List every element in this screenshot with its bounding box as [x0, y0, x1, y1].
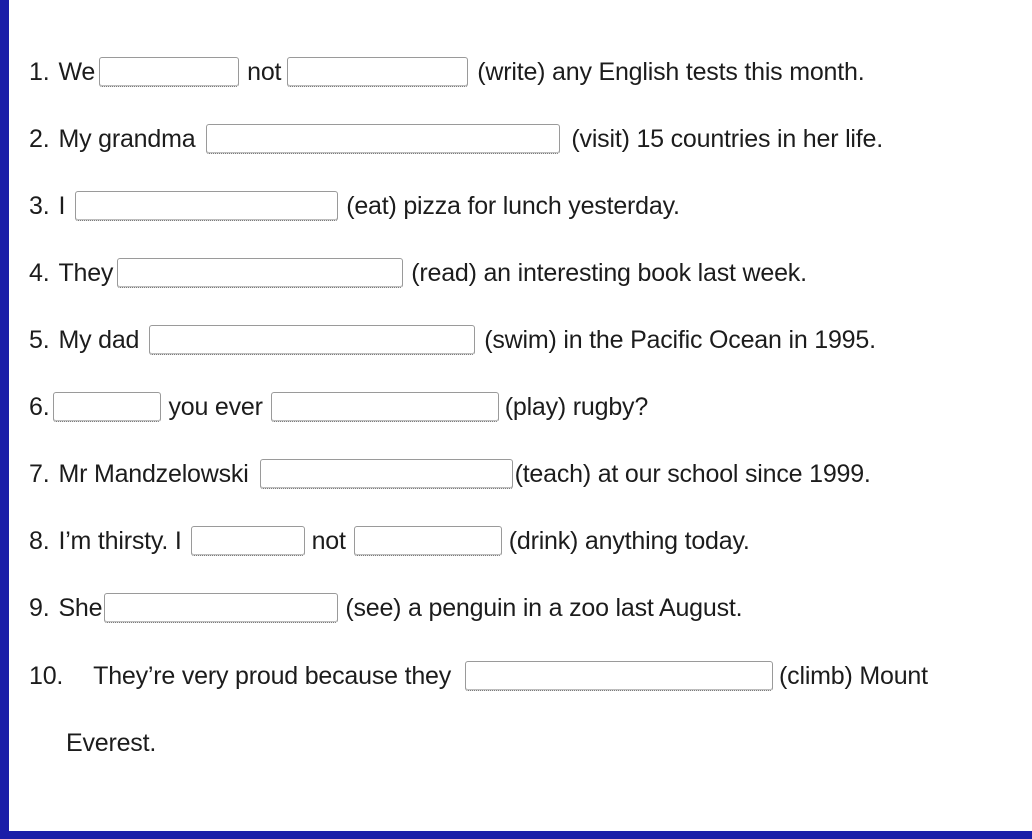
item-text: not — [247, 57, 282, 86]
item-number: 7. — [29, 459, 50, 488]
item-text: I’m thirsty. I — [58, 526, 182, 555]
item-text: you ever — [168, 392, 263, 421]
item-text: (visit) 15 countries in her life. — [571, 124, 883, 153]
item-text: (climb) Mount — [779, 661, 928, 690]
exercise-line-9 — [29, 588, 749, 628]
answer-blank-8b[interactable] — [354, 526, 502, 556]
item-number: 5. — [29, 325, 50, 354]
item-number: 6. — [29, 392, 50, 421]
exercise-line-4 — [29, 253, 814, 293]
item-text: (swim) in the Pacific Ocean in 1995. — [484, 325, 876, 354]
answer-blank-7[interactable] — [260, 459, 513, 489]
exercise-line-10-continued — [66, 723, 156, 763]
exercise-line-5 — [29, 320, 883, 360]
exercise-line-7 — [29, 454, 878, 494]
item-number: 9. — [29, 593, 50, 622]
item-text: Everest. — [66, 728, 157, 757]
item-text: not — [311, 526, 346, 555]
item-text: My grandma — [58, 124, 196, 153]
item-text: I — [58, 191, 66, 220]
answer-blank-6a[interactable] — [53, 392, 161, 422]
item-text: They’re very proud because they — [93, 661, 452, 690]
exercise-line-2 — [29, 119, 890, 159]
item-text: My dad — [58, 325, 140, 354]
answer-blank-1b[interactable] — [287, 57, 468, 87]
item-number: 3. — [29, 191, 50, 220]
item-number: 4. — [29, 258, 50, 287]
item-number: 1. — [29, 57, 50, 86]
item-text: They — [58, 258, 114, 287]
item-number: 8. — [29, 526, 50, 555]
exercise-line-1 — [29, 52, 871, 92]
answer-blank-2[interactable] — [206, 124, 560, 154]
item-text: (teach) at our school since 1999. — [514, 459, 871, 488]
item-text: She — [58, 593, 103, 622]
item-text: (see) a penguin in a zoo last August. — [345, 593, 743, 622]
answer-blank-1a[interactable] — [99, 57, 239, 87]
answer-blank-5[interactable] — [149, 325, 475, 355]
item-text: (eat) pizza for lunch yesterday. — [346, 191, 680, 220]
item-text: (drink) anything today. — [508, 526, 750, 555]
answer-blank-9[interactable] — [104, 593, 338, 623]
item-text: (play) rugby? — [504, 392, 649, 421]
answer-blank-4[interactable] — [117, 258, 403, 288]
answer-blank-8a[interactable] — [191, 526, 305, 556]
item-number: 10. — [29, 661, 64, 690]
exercise-line-8 — [29, 521, 757, 561]
item-text: (read) an interesting book last week. — [411, 258, 807, 287]
item-number: 2. — [29, 124, 50, 153]
exercise-line-10 — [29, 656, 935, 696]
item-text: (write) any English tests this month. — [477, 57, 865, 86]
answer-blank-3[interactable] — [75, 191, 338, 221]
exercise-line-3 — [29, 186, 687, 226]
answer-blank-6b[interactable] — [271, 392, 499, 422]
item-text: We — [58, 57, 96, 86]
item-text: Mr Mandzelowski — [58, 459, 249, 488]
exercise-line-6 — [29, 387, 655, 427]
answer-blank-10[interactable] — [465, 661, 773, 691]
